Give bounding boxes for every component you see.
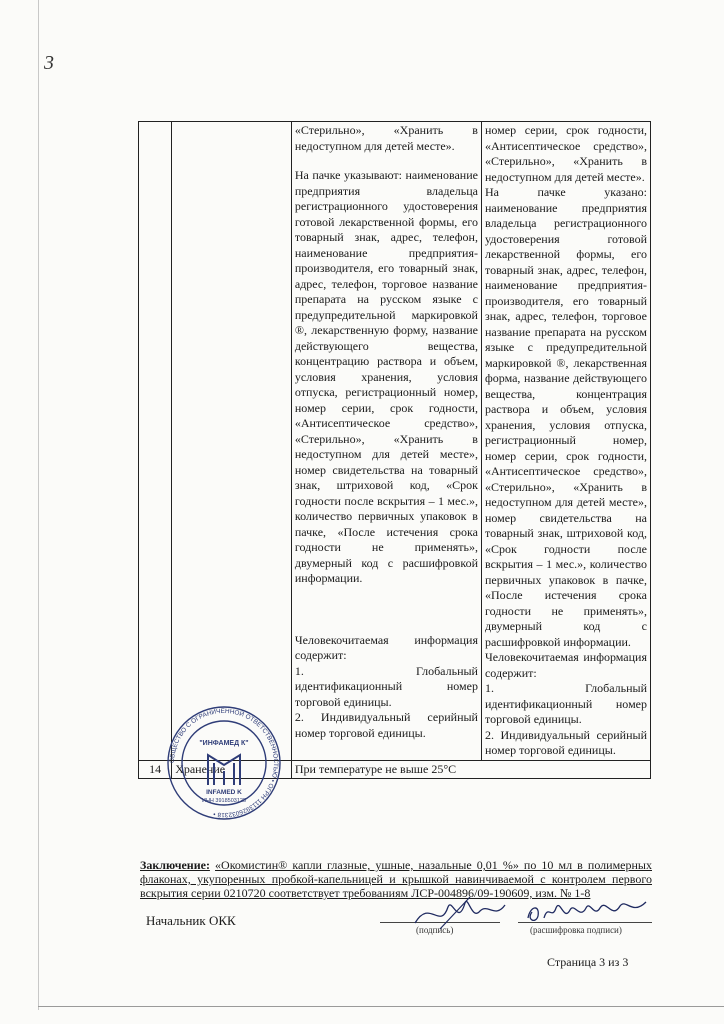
stamp-ring-text: ОБЩЕСТВО С ОГРАНИЧЕННОЙ ОТВЕТСТВЕННОСТЬЮ • ОГРН 1113926032318 • [168, 707, 280, 819]
comparison-table [138, 121, 651, 779]
stamp-logo-icon [208, 755, 240, 785]
result-human-item-2: 2. Индивидуальный серийный номер торговой единицы. [484, 727, 647, 757]
signer-title: Начальник ОКК [146, 913, 236, 928]
conclusion-text: «Окомистин® капли глазные, ушные, назальные 0,01 %» по 10 мл в полимерных флаконах, укупоренных пробкой-капельницей и крышкой навинчиваемой с контролем первого вскрытия серии 0210720 соответствует требованиям ЛСР-004896/09-190609, изм. № 1-8 [140, 858, 652, 900]
handwritten-page-number: 3 [44, 52, 54, 74]
page-bottom-line [38, 1006, 724, 1007]
company-stamp [166, 693, 282, 833]
stamp-inner-top: "ИНФАМЕД К" [199, 740, 249, 747]
signature-caption: (подпись) [416, 925, 454, 935]
row-name-cell: Хранение [172, 760, 292, 779]
conclusion-label: Заключение: [140, 858, 210, 872]
storage-value-cell: При температуре не выше 25°С [291, 760, 650, 779]
table-row [139, 122, 651, 761]
requirement-pack-text: На пачке указывают: наименование предприятия владельца регистрационного удостоверения готовой лекарственной формы, его товарный знак, адрес, телефон, наименование предприятия-производителя, его товарный знак, адрес, телефон, торговое название препарата на русском языке с предупредительной маркировкой ®, лекарственную форму, название действующего вещества, концентрацию раствора и объем, условия хранения, условия отпуска, регистрационный номер, номер серии, срок годности, «Антисептическое средство», «Стерильно», «Хранить в недоступном для детей месте», номер свидетельства на товарный знак, штриховой код, «Срок годности после вскрытия – 1 мес.», количество первичных упаковок в пачке, «После истечения срока годности не применять», двумерный код с расшифровкой информации. [294, 168, 478, 585]
row-number-cell [139, 122, 172, 761]
result-human-title: Человекочитаемая информация содержит: [484, 650, 647, 680]
result-human-item-1: 1. Глобальный идентификационный номер торговой единицы. [484, 681, 647, 726]
stamp-inner-bottom: INFAMED K [206, 789, 242, 796]
decode-caption: (расшифровка подписи) [530, 925, 622, 935]
requirement-human-item-1: 1. Глобальный идентификационный номер торговой единицы. [294, 663, 478, 709]
page-footer: Страница 3 из 3 [547, 955, 629, 969]
requirement-cell [291, 122, 481, 761]
row-name-cell [172, 122, 292, 761]
requirement-human-title: Человекочитаемая информация содержит: [294, 632, 478, 662]
row-number-cell: 14 [139, 760, 172, 779]
stamp-inn: ИНН 3918503125 [201, 798, 247, 804]
requirement-human-item-2: 2. Индивидуальный серийный номер торговой единицы. [294, 710, 478, 740]
result-flask-text: номер серии, срок годности, «Антисептическое средство», «Стерильно», «Хранить в недоступном для детей месте». [484, 123, 647, 184]
handwritten-name-icon [522, 890, 652, 930]
handwritten-signature-icon [410, 893, 510, 933]
page-edge-line [38, 0, 39, 1010]
result-cell [481, 122, 650, 761]
requirement-flask-text: «Стерильно», «Хранить в недоступном для детей месте». [294, 123, 478, 153]
result-pack-text: На пачке указано: наименование предприятия владельца регистрационного удостоверения готовой лекарственной формы, его товарный знак, адрес, телефон, наименование предприятия-производителя, его товарный знак, адрес, телефон, торговое название препарата на русском языке с предупредительной маркировкой ®, лекарственная форма, название действующего вещества, концентрация раствора и объем, условия хранения, условия отпуска, регистрационный номер, номер серии, срок годности, «Антисептическое средство», «Стерильно», «Хранить в недоступном для детей месте», номер свидетельства на товарный знак, штриховой код, «Срок годности после вскрытия – 1 мес.», количество первичных упаковок в пачке, «После истечения срока годности не применять», двумерный код с расшифровкой информации. [484, 185, 647, 649]
